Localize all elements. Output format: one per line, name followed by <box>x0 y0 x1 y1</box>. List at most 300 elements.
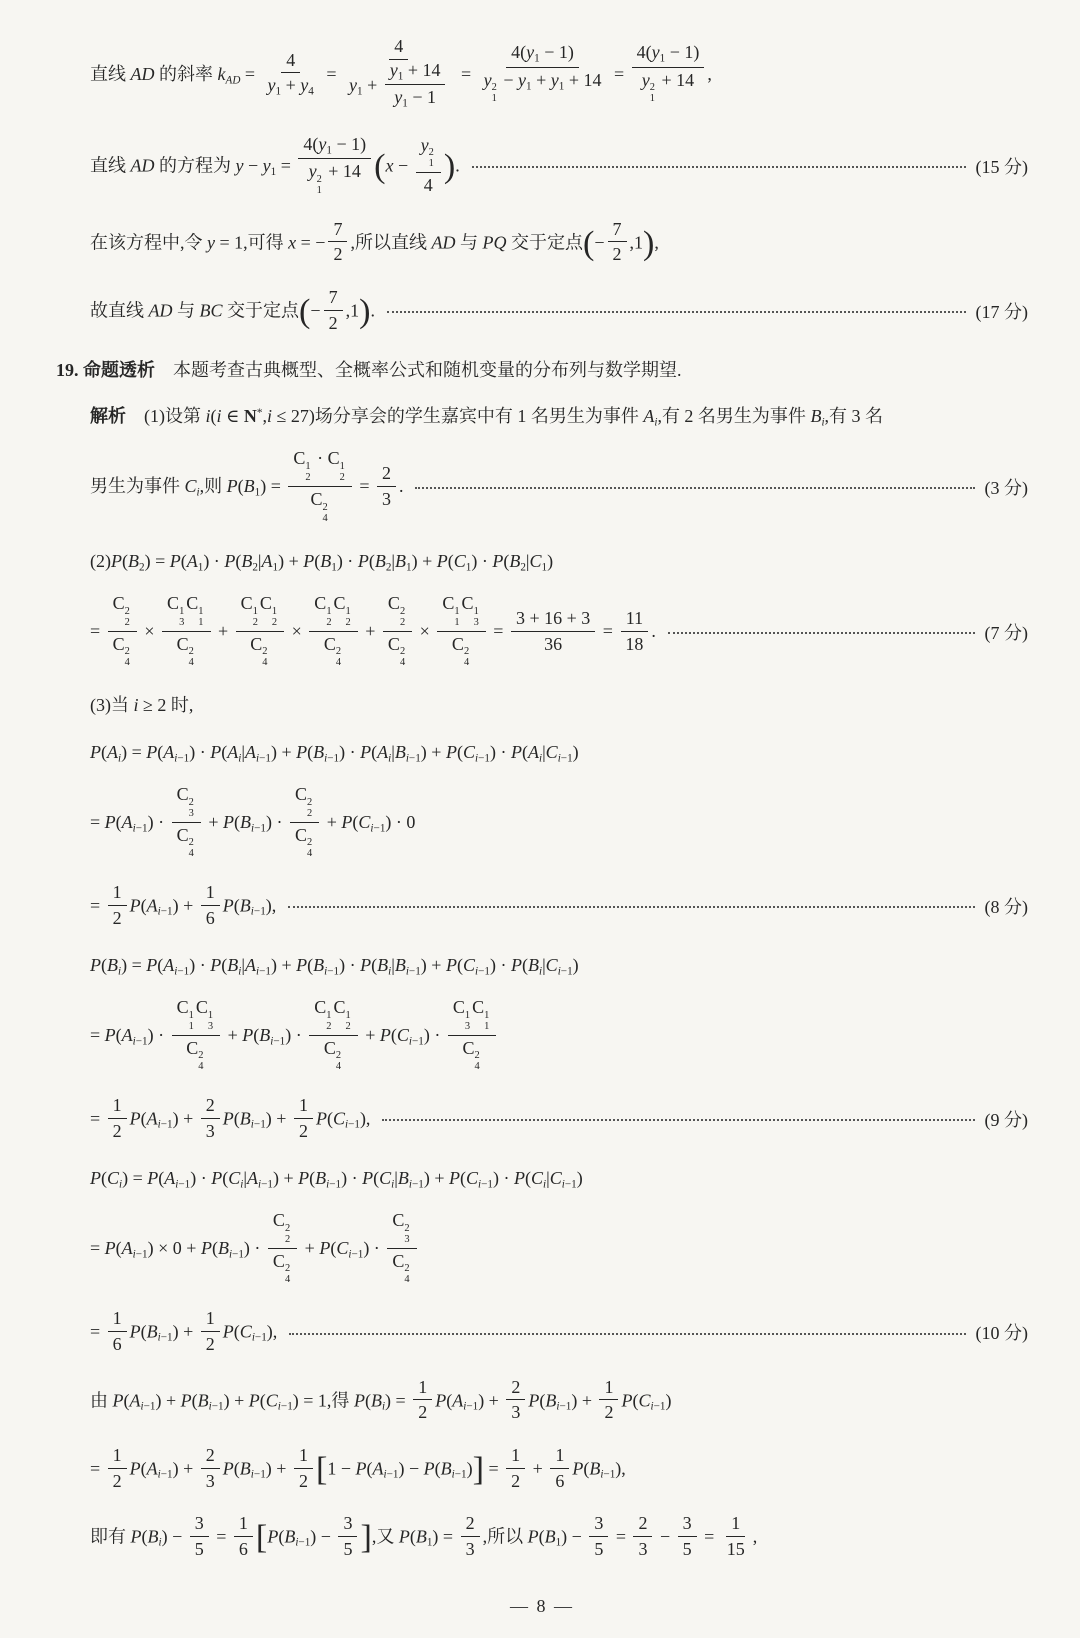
stacked-scripts: 2 4 <box>198 1050 204 1073</box>
math-variable: A <box>163 741 175 762</box>
math-variable: i <box>451 1468 455 1481</box>
math-variable: P <box>449 1167 460 1188</box>
pbi-fraction-line <box>90 999 1028 1075</box>
stacked-scripts: 2 4 <box>335 646 342 669</box>
math-variable: B <box>810 405 822 426</box>
math-variable: P <box>223 812 235 833</box>
subscript: 2 <box>385 560 392 573</box>
math-variable: P <box>146 954 158 975</box>
subscript: i−1 <box>405 964 421 977</box>
fraction: C 2 2 C 2 4 <box>290 784 319 860</box>
math-variable: i <box>255 751 260 764</box>
math-variable: C <box>332 1108 345 1129</box>
subscript: i−1 <box>557 964 573 977</box>
subscript: 1 <box>331 560 337 573</box>
math-variable: P <box>492 550 504 571</box>
math-variable: P <box>248 1390 260 1410</box>
math-variable: B <box>509 550 521 571</box>
slope-line <box>90 38 1028 114</box>
fraction: $\frac{1}{6}$ <box>550 1445 569 1491</box>
math-variable: P <box>130 1526 142 1547</box>
math-variable: B <box>527 954 539 975</box>
math-variable: i <box>600 1468 604 1481</box>
subscript: i−1 <box>250 1468 266 1481</box>
subscript: i−1 <box>474 964 490 977</box>
math-variable: i <box>158 1537 162 1550</box>
big-delimiter: [ <box>255 1519 268 1557</box>
stacked-scripts: 2 4 <box>188 837 194 860</box>
math-variable: C <box>396 1025 409 1046</box>
math-variable: P <box>445 741 457 762</box>
dotted-leader <box>382 1119 974 1121</box>
stacked-scripts: 1 2 <box>326 605 332 628</box>
fraction: $\frac{2}{3}$ <box>633 1513 652 1559</box>
math-variable: B <box>320 550 332 571</box>
math-variable: P <box>224 550 236 571</box>
math-variable: B <box>315 1167 327 1188</box>
math-variable: P <box>315 1108 327 1129</box>
math-variable: i <box>208 1400 212 1413</box>
math-variable: i <box>543 1177 547 1190</box>
subscript: i−1 <box>561 1177 577 1190</box>
math-variable: k <box>217 63 226 84</box>
pci-fraction-line <box>90 1212 1028 1288</box>
math-variable: y <box>389 59 398 80</box>
subscript: 1 <box>357 85 363 98</box>
math-variable: i <box>478 1177 482 1190</box>
subscript: i−1 <box>451 1468 467 1481</box>
math-variable: A <box>146 1108 158 1129</box>
formula-text: 直线 AD 的方程为 y − y1 = 4(y1 − 1) y 2 1 + 14 (x − y 2 1 4 ). <box>90 133 460 196</box>
subscript: i−1 <box>228 1248 244 1261</box>
formula-text: = $\frac{1}{2}$ P(Ai−1) + $\frac{2}{3}$ P(Bi−1) + $\frac{1}{2}$ P(Ci−1), <box>90 1095 371 1141</box>
subscript <box>238 752 241 764</box>
fraction: $\frac{1}{2}$ <box>506 1445 525 1491</box>
math-variable: P <box>222 1108 234 1129</box>
simplified-line <box>90 1447 1028 1493</box>
subscript: i−1 <box>478 1177 493 1190</box>
math-variable: C <box>638 1390 651 1410</box>
big-delimiter: ] <box>360 1519 372 1557</box>
math-variable: B <box>243 476 255 497</box>
big-delimiter: ( <box>582 224 595 262</box>
fraction: $\frac{1}{15}$ <box>726 1513 745 1560</box>
math-variable: i <box>388 964 392 977</box>
subscript: 1 <box>558 80 565 93</box>
subscript: i−1 <box>295 1537 311 1550</box>
fraction: $\frac{y1 + 14}{y1 - 1}$ <box>385 60 446 110</box>
subscript <box>391 1178 394 1190</box>
math-variable: i <box>140 1400 144 1413</box>
math-variable: C <box>239 1321 252 1342</box>
math-variable: i <box>266 405 272 426</box>
subscript: i−1 <box>270 1035 286 1048</box>
subscript: i−1 <box>474 751 490 764</box>
math-variable: P <box>169 550 181 571</box>
math-variable: P <box>211 1167 223 1188</box>
math-variable: A <box>164 1167 176 1188</box>
fraction: C 2 2 C 2 4 <box>383 593 412 669</box>
math-variable: P <box>510 741 522 762</box>
fraction: C 1 2 C 1 2 C 2 4 <box>309 997 357 1073</box>
fraction: $\frac{1}{2}$ <box>108 1445 127 1491</box>
subscript: i−1 <box>250 905 266 918</box>
math-variable: B <box>377 954 389 975</box>
formula-text: 即有 P(Bi) − $\frac{3}{5}$ = $\frac{1}{6}$ [P(Bi−1) − $\frac{3}{5}$ ],又 P(B1) = $\frac{2}{3}$ ,所以 P(B1) − $\frac{3}{5}$ = $\frac{2}{3}$ − $\frac{3}{5}$ = $\frac{1}{15}$ , <box>90 1513 758 1560</box>
fraction: $\frac{1}{6}$ <box>108 1308 127 1354</box>
subscript: i−1 <box>255 751 271 764</box>
fraction: C 1 2 C 1 2 C 2 4 <box>236 593 284 669</box>
math-variable: AD <box>148 300 173 321</box>
math-variable: i <box>324 964 328 977</box>
fraction: $\frac{2}{3}$ <box>506 1377 525 1423</box>
score-label: (9 分) <box>984 1110 1028 1131</box>
subscript: i−1 <box>157 1468 173 1481</box>
stacked-scripts: 2 4 <box>284 1263 291 1286</box>
math-variable: i <box>270 1035 274 1048</box>
page-number: — 8 — <box>510 1595 574 1616</box>
subscript: i−1 <box>370 822 386 835</box>
math-variable: P <box>296 741 308 762</box>
math-variable: y <box>262 155 271 176</box>
score-label: (17 分) <box>975 302 1028 323</box>
subscript <box>118 965 121 977</box>
math-variable: AD <box>130 155 155 176</box>
bold-text: 解析 <box>90 405 126 426</box>
math-variable: B <box>440 1458 452 1479</box>
math-variable: B <box>239 1458 251 1479</box>
subscript <box>654 416 657 428</box>
math-variable: B <box>259 1025 271 1046</box>
math-variable: i <box>228 1248 233 1261</box>
math-variable: A <box>247 1167 258 1188</box>
math-variable: P <box>111 550 122 571</box>
dotted-leader <box>472 166 966 168</box>
math-variable: P <box>527 1526 539 1547</box>
stacked-scripts: 1 3 <box>179 605 185 628</box>
conclusion-line <box>90 289 1028 335</box>
fraction: 4(y1 − 1) y 2 1 + 14 <box>632 42 705 105</box>
subscript: 1 <box>197 560 204 573</box>
math-variable: AD <box>431 232 456 253</box>
pai-fraction-line <box>90 786 1028 862</box>
stacked-scripts: 1 2 <box>305 461 311 483</box>
math-variable: C <box>549 1167 562 1188</box>
subscript: 1 <box>526 80 532 93</box>
subscript: i−1 <box>132 822 148 835</box>
math-variable: A <box>107 741 118 762</box>
stacked-scripts: 1 2 <box>345 605 351 628</box>
score-label: (3 分) <box>984 478 1028 499</box>
fraction: $\frac{4}{y1 + y4}$ <box>267 49 314 98</box>
formula-text: (3)当 i ≥ 2 时, <box>90 695 194 716</box>
fraction: y 2 1 4 <box>416 135 441 196</box>
fraction: C 1 2 C 1 2 C 2 4 <box>309 593 357 669</box>
math-variable: i <box>132 822 136 835</box>
math-variable: i <box>119 1177 123 1190</box>
formula-text: 由 P(Ai−1) + P(Bi−1) + P(Ci−1) = 1,得 P(Bi) = $\frac{1}{2}$ P(Ai−1) + $\frac{2}{3}$ P(Bi−1) + $\frac{1}{2}$ P(Ci−1) <box>90 1376 672 1423</box>
fraction: $\frac{1}{2}$ <box>108 1095 127 1141</box>
math-variable: i <box>391 1177 395 1190</box>
formula-text: P(Ai) = P(Ai−1) · P(Ai|Ai−1) + P(Bi−1) · P(Ai|Bi−1) + P(Ci−1) · P(Ai|Ci−1) <box>90 741 579 764</box>
math-variable: y <box>526 42 535 63</box>
math-variable: P <box>362 1167 374 1188</box>
stacked-scripts: 2 4 <box>188 646 194 669</box>
math-variable: BC <box>199 300 223 321</box>
stacked-scripts: 2 2 <box>124 605 130 628</box>
math-variable: i <box>650 1400 654 1413</box>
math-variable: y <box>518 69 526 90</box>
subscript: 1 <box>272 560 279 573</box>
subscript: i−1 <box>326 1177 342 1190</box>
dotted-leader <box>415 487 974 489</box>
formula-text: = $\frac{1}{2}$ P(Ai−1) + $\frac{1}{6}$ P(Bi−1), <box>90 882 277 928</box>
math-variable: i <box>250 905 254 918</box>
formula-text: = $\frac{1}{2}$ P(Ai−1) + $\frac{2}{3}$ P(Bi−1) + $\frac{1}{2}$ [1 − P(Ai−1) − P(Bi−1)] = $\frac{1}{2}$ + $\frac{1}{6}$ P(Bi−1), <box>90 1445 626 1491</box>
subscript: i−1 <box>557 751 573 764</box>
math-variable: i <box>348 1248 352 1261</box>
math-variable: y <box>651 42 660 63</box>
math-variable: PQ <box>482 232 507 253</box>
math-variable: i <box>474 751 479 764</box>
formula-text: = P(Ai−1) · C 1 1 C 1 3 C 2 4 + P(Bi−1) · C 1 2 C 1 2 C 2 4 + P(Ci−1) · C 1 3 C 1 1 C 2 4 <box>90 999 499 1075</box>
subscript <box>388 752 391 764</box>
subscript <box>226 74 241 86</box>
math-variable: x <box>288 232 297 253</box>
stacked-scripts: 2 1 <box>649 82 656 105</box>
math-variable: i <box>654 416 658 429</box>
math-variable: C <box>529 550 542 571</box>
subscript: i−1 <box>650 1400 666 1413</box>
math-variable: A <box>261 550 273 571</box>
math-variable: P <box>210 954 222 975</box>
math-variable: i <box>538 751 543 764</box>
math-variable: C <box>466 1167 479 1188</box>
fraction: C 1 2 · C 1 2 C 2 4 <box>288 448 351 524</box>
subscript <box>388 965 391 977</box>
formula-text: 故直线 AD 与 BC 交于定点(− $\frac{7}{2}$ ,1). <box>90 287 375 333</box>
fraction: $\frac{3}{5}$ <box>678 1513 697 1559</box>
subscript: i−1 <box>250 1118 266 1131</box>
stacked-scripts: 2 4 <box>404 1263 410 1286</box>
math-variable: i <box>408 1177 412 1190</box>
math-variable: i <box>405 751 409 764</box>
subscript: 2 <box>139 560 145 573</box>
subscript: 1 <box>270 165 277 178</box>
fraction: $\frac{2}{3}$ <box>461 1513 480 1559</box>
math-variable: i <box>118 964 122 977</box>
subscript: 1 <box>555 1537 562 1550</box>
math-variable: i <box>277 1400 281 1413</box>
pai-result-line <box>90 884 1028 930</box>
math-variable: P <box>129 1458 141 1479</box>
math-variable: P <box>398 1526 410 1547</box>
math-variable: P <box>242 1025 254 1046</box>
math-variable: y <box>394 87 403 108</box>
subscript: 2 <box>252 560 258 573</box>
subscript: i−1 <box>408 1035 424 1048</box>
subscript: i−1 <box>132 1248 148 1261</box>
fraction: 4(y1 − 1) y 2 1 − y1 + y1 + 14 <box>483 42 602 105</box>
subscript: i−1 <box>383 1468 399 1481</box>
math-variable: A <box>163 954 175 975</box>
math-variable: P <box>353 1390 365 1410</box>
math-variable: i <box>240 1177 244 1190</box>
math-variable: P <box>341 812 353 833</box>
math-variable: y <box>318 133 327 154</box>
math-variable: C <box>462 741 475 762</box>
stacked-scripts: 2 1 <box>491 82 497 105</box>
subscript <box>159 1537 162 1549</box>
stacked-scripts: 2 4 <box>322 501 328 524</box>
math-variable: i <box>324 751 328 764</box>
math-variable: A <box>227 741 239 762</box>
subscript: i−1 <box>556 1400 572 1413</box>
math-variable: i <box>250 1118 254 1131</box>
pbi-result-line <box>90 1097 1028 1143</box>
formula-text: = C 2 2 C 2 4 × C 1 3 C 1 1 C 2 4 + C 1 2 C 1 2 C 2 4 × C 1 2 C 1 2 C 2 4 + C 2 2 C 2 4 × C 1 1 C 1 3 C 2 4 = $\frac{3 + 16 + 3}{36}$ = $\frac{11}{18}$ . <box>90 593 656 669</box>
math-variable: i <box>326 1177 330 1190</box>
math-variable: i <box>556 1400 560 1413</box>
math-variable: A <box>121 1025 133 1046</box>
pbi-expansion-line <box>90 953 1028 978</box>
subscript: i−1 <box>174 964 190 977</box>
math-variable: y <box>308 161 317 182</box>
dotted-leader <box>288 906 974 908</box>
math-variable: P <box>319 1238 331 1259</box>
solution-part1-line <box>90 404 1028 429</box>
subscript <box>543 1178 546 1190</box>
math-variable: i <box>295 1537 299 1550</box>
math-variable: y <box>349 74 357 95</box>
pai-expansion-line <box>90 740 1028 765</box>
math-variable: B <box>313 954 325 975</box>
math-variable: P <box>572 1458 584 1479</box>
pci-result-line <box>90 1310 1028 1356</box>
math-variable: P <box>296 954 308 975</box>
formula-text: 19. 命题透析 本题考查古典概型、全概率公式和随机变量的分布列与数学期望. <box>56 359 682 380</box>
math-variable: P <box>129 1108 141 1129</box>
score-label: (10 分) <box>975 1323 1028 1344</box>
math-variable: P <box>379 1025 391 1046</box>
subscript: 1 <box>406 560 412 573</box>
formula-text: (2)P(B2) = P(A1) · P(B2|A1) + P(B1) · P(B2|B1) + P(C1) · P(B2|C1) <box>90 550 554 573</box>
math-variable: i <box>132 1248 136 1261</box>
subscript: 1 <box>402 97 408 110</box>
math-variable: P <box>357 550 369 571</box>
stacked-scripts: 1 2 <box>271 605 278 628</box>
big-delimiter: ) <box>359 292 371 330</box>
math-variable: y <box>641 69 650 90</box>
stacked-scripts: 1 3 <box>473 605 479 628</box>
subscript: i−1 <box>405 751 421 764</box>
math-variable: P <box>445 954 457 975</box>
math-variable: P <box>104 1025 116 1046</box>
math-variable: P <box>129 1321 141 1342</box>
subscript: 1 <box>541 560 548 573</box>
subscript: i−1 <box>255 964 271 977</box>
math-variable: i <box>157 1468 161 1481</box>
math-variable: C <box>462 954 475 975</box>
stacked-scripts: 1 2 <box>326 1009 332 1032</box>
fraction: C 1 3 C 1 1 C 2 4 <box>162 593 210 669</box>
math-variable: B <box>313 741 325 762</box>
fraction: $\frac{7}{2}$ <box>328 219 347 265</box>
geometric-line <box>90 1515 1028 1561</box>
math-variable: B <box>397 1167 409 1188</box>
math-variable: C <box>107 1167 120 1188</box>
fraction: $\frac{3}{5}$ <box>190 1513 209 1559</box>
subscript: 1 <box>534 52 540 65</box>
superscript: * <box>256 406 263 419</box>
math-variable: i <box>238 964 242 977</box>
math-variable: P <box>129 895 141 916</box>
math-variable: A <box>146 895 158 916</box>
subscript: 1 <box>275 85 282 98</box>
solution-lines <box>56 38 1028 1584</box>
fraction: $\frac{3 + 16 + 3}{36}$ <box>511 608 595 654</box>
fraction: 4 y1 + $\frac{y1 + 14}{y1 - 1}$ <box>344 36 453 112</box>
math-variable: i <box>157 1331 161 1344</box>
subscript <box>539 752 542 764</box>
math-variable: P <box>360 741 372 762</box>
math-variable: P <box>510 954 522 975</box>
math-variable: C <box>545 954 558 975</box>
subscript: i−1 <box>258 1177 273 1190</box>
subscript <box>539 965 542 977</box>
subscript: i−1 <box>157 1118 173 1131</box>
stacked-scripts: 2 4 <box>262 646 268 669</box>
formula-text: 直线 AD 的斜率 kAD = $\frac{4}{y1 + y4}$ = 4 y1 + $\frac{y1 + 14}{y1 - 1}$ = 4(y1 − 1) y 2 1 − y1 + y1 + 14 = 4(y1 − 1) y 2 1 + 14 , <box>90 38 712 114</box>
math-variable: A <box>129 1390 141 1410</box>
fraction: C 2 3 C 2 4 <box>387 1210 416 1286</box>
math-variable: P <box>360 954 372 975</box>
score-label: (7 分) <box>984 622 1028 643</box>
subscript: 1 <box>426 1537 433 1550</box>
math-variable: C <box>545 741 558 762</box>
math-variable: i <box>388 751 392 764</box>
pb1-line <box>90 450 1028 526</box>
math-variable: B <box>415 1526 427 1547</box>
math-variable: i <box>557 964 561 977</box>
fraction: $\frac{2}{3}$ <box>377 463 396 509</box>
math-variable: i <box>157 1118 161 1131</box>
big-delimiter: ) <box>443 147 456 185</box>
math-variable: i <box>538 964 543 977</box>
math-variable: B <box>284 1526 296 1547</box>
math-variable: B <box>545 1390 557 1410</box>
math-variable: P <box>90 741 101 762</box>
math-variable: AD <box>225 74 241 87</box>
stacked-scripts: 2 1 <box>428 147 434 170</box>
pb2-value-line <box>90 595 1028 671</box>
stacked-scripts: 2 2 <box>284 1222 291 1245</box>
math-variable: P <box>226 476 238 497</box>
big-delimiter: [ <box>315 1450 328 1488</box>
math-variable: B <box>197 1390 209 1410</box>
math-variable: i <box>133 695 139 716</box>
math-variable: y <box>483 69 492 90</box>
subscript: 1 <box>254 486 261 499</box>
math-variable: P <box>435 1390 447 1410</box>
fraction: $\frac{1}{2}$ <box>413 1377 432 1423</box>
subscript: i−1 <box>251 1331 267 1344</box>
fraction: $\frac{11}{18}$ <box>620 608 648 654</box>
subscript <box>821 416 824 428</box>
subscript: 1 <box>465 560 472 573</box>
math-variable: P <box>621 1390 633 1410</box>
math-variable: P <box>355 1458 367 1479</box>
